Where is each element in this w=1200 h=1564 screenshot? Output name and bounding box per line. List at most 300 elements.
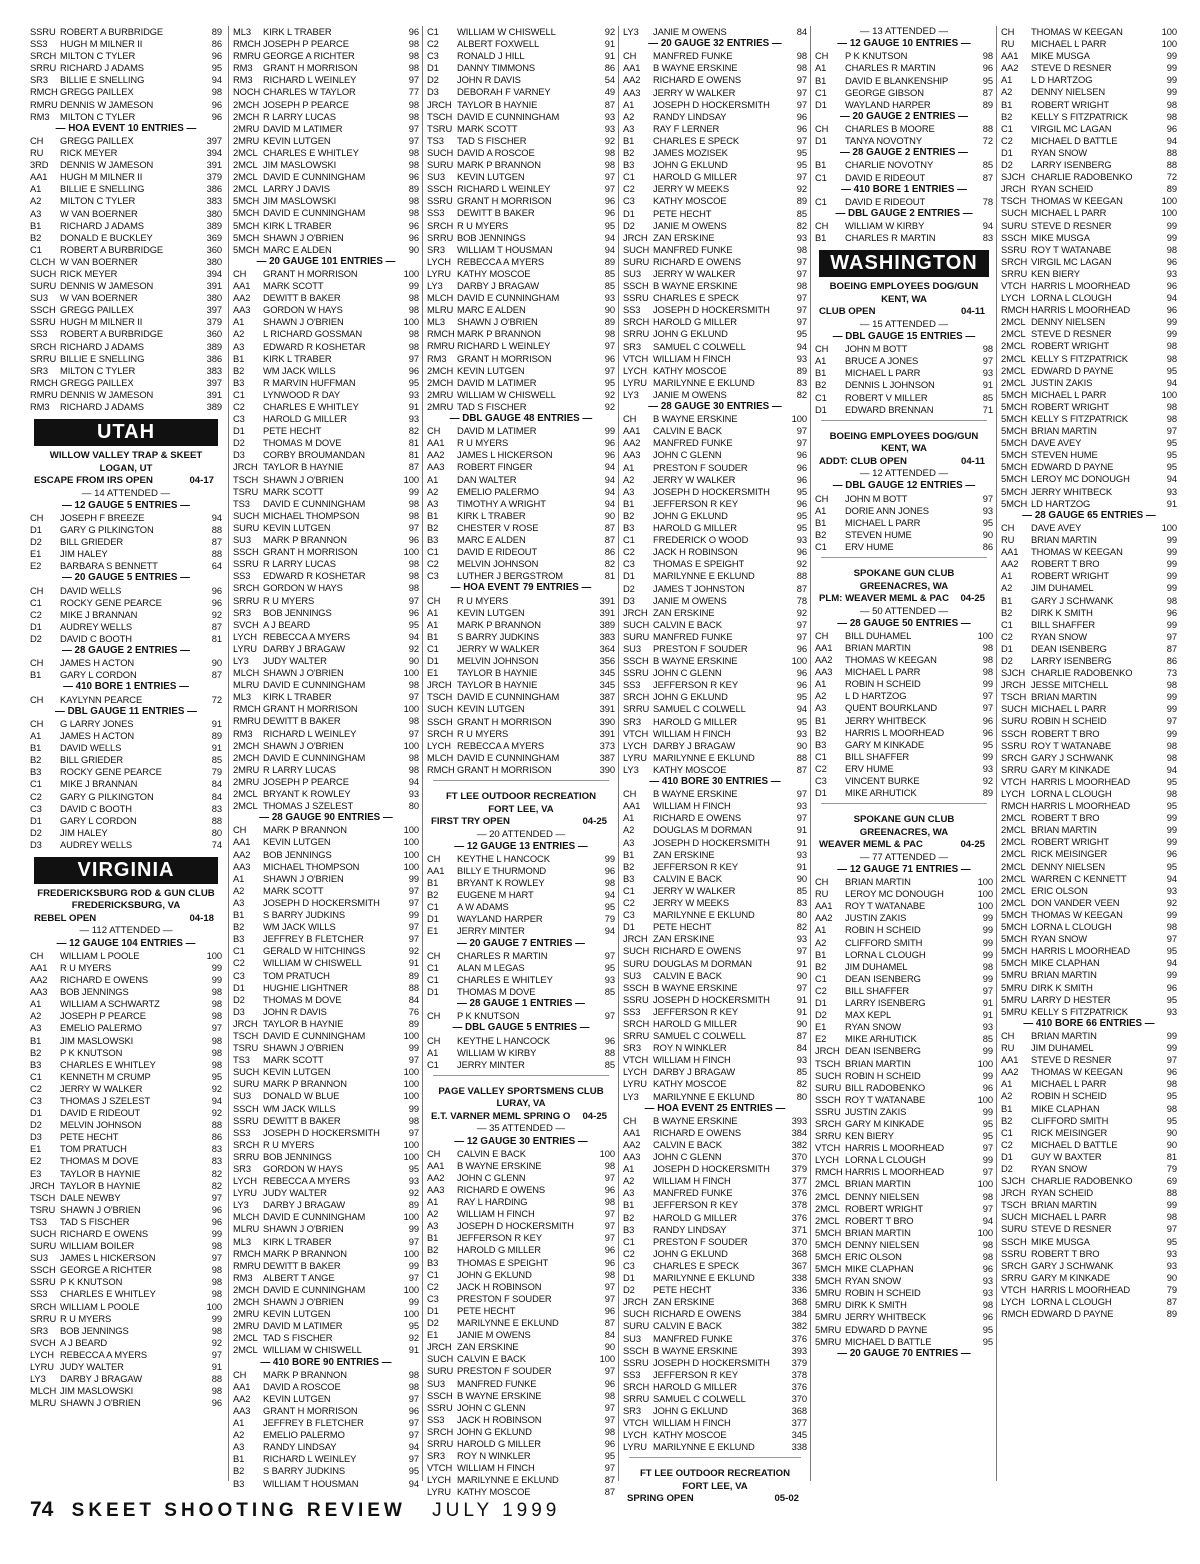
shooter-name: LARRY J DAVIS bbox=[263, 183, 330, 195]
score: 87 bbox=[604, 1317, 615, 1329]
class-code: ML3 bbox=[233, 26, 251, 37]
attendance: — 77 ATTENDED — bbox=[859, 851, 949, 863]
class-code: B3 bbox=[623, 872, 635, 884]
shooter-name: P K KNUTSON bbox=[60, 1276, 123, 1288]
class-code: D1 bbox=[815, 98, 827, 110]
class-code: 2MRU bbox=[233, 775, 260, 787]
class-code: B1 bbox=[427, 509, 439, 521]
result-row bbox=[1001, 1236, 1177, 1248]
score: 93 bbox=[796, 352, 807, 364]
score: 95 bbox=[1166, 1090, 1177, 1102]
result-row bbox=[815, 787, 993, 799]
class-code: 5MCH bbox=[1001, 413, 1028, 424]
shooter-name: CALVIN E BACK bbox=[653, 872, 722, 884]
class-code: D1 bbox=[30, 1107, 42, 1119]
result-row bbox=[427, 401, 615, 413]
shooter-name: DENNY NIELSEN bbox=[1031, 860, 1106, 872]
class-code: 5MCH bbox=[1001, 921, 1028, 933]
class-code: SRRU bbox=[233, 594, 260, 606]
result-row bbox=[623, 1320, 807, 1332]
class-code: CH bbox=[30, 657, 44, 669]
shooter-name: MANFRED FUNKE bbox=[457, 1377, 537, 1389]
shooter-name: KIRK L TRABER bbox=[263, 352, 332, 364]
score: 91 bbox=[604, 38, 615, 50]
score: 97 bbox=[211, 1191, 222, 1203]
shooter-name: JOHN R DAVIS bbox=[457, 74, 521, 86]
class-code: SRRU bbox=[623, 1030, 650, 1042]
score: 95 bbox=[796, 328, 807, 340]
score: 368 bbox=[791, 1247, 807, 1259]
shooter-name: ZAN ERSKINE bbox=[653, 606, 715, 618]
shooter-name: KEVIN LUTGEN bbox=[263, 836, 331, 848]
result-row bbox=[30, 1204, 222, 1216]
event-header: — 20 GAUGE 7 ENTRIES — bbox=[457, 937, 585, 949]
shooter-name: LEROY MC DONOUGH bbox=[845, 888, 944, 900]
shooter-name: HAROLD G MILLER bbox=[653, 1211, 737, 1223]
score: 88 bbox=[211, 1119, 222, 1131]
class-code: A1 bbox=[30, 730, 42, 742]
class-code: RM3 bbox=[427, 352, 447, 364]
class-code: AA2 bbox=[1001, 62, 1019, 74]
result-row bbox=[30, 597, 222, 609]
result-row bbox=[233, 728, 419, 740]
class-code: B2 bbox=[427, 521, 439, 533]
result-row bbox=[1001, 873, 1177, 885]
result-row bbox=[1001, 1187, 1177, 1199]
score: 97 bbox=[408, 933, 419, 945]
result-row bbox=[815, 1058, 993, 1070]
class-code: 5MCH bbox=[1001, 957, 1028, 969]
class-code: C2 bbox=[233, 401, 245, 412]
score: 100 bbox=[1161, 388, 1177, 400]
shooter-name: MICHAEL D BATTLE bbox=[1031, 1138, 1118, 1150]
result-row bbox=[1001, 897, 1177, 909]
class-code: C1 bbox=[233, 388, 245, 400]
shooter-name: SHAWN J O'BRIEN bbox=[263, 1223, 344, 1235]
score: 387 bbox=[599, 691, 615, 703]
event-header: — DBL GAUGE 15 ENTRIES — bbox=[832, 330, 976, 342]
shooter-name: GREGG PAILLEX bbox=[60, 376, 134, 388]
result-row bbox=[1001, 715, 1177, 727]
result-row bbox=[1001, 99, 1177, 111]
score: 98 bbox=[1166, 400, 1177, 412]
class-code: SJCH bbox=[1001, 171, 1026, 183]
result-row bbox=[427, 123, 615, 135]
result-row bbox=[233, 570, 419, 582]
shooter-name: B WAYNE ERSKINE bbox=[653, 655, 738, 667]
score: 383 bbox=[206, 195, 222, 207]
score: 96 bbox=[604, 1034, 615, 1046]
score: 87 bbox=[604, 98, 615, 110]
result-row bbox=[1001, 171, 1177, 183]
class-code: CH bbox=[427, 949, 441, 961]
result-row bbox=[427, 1341, 615, 1353]
score: 97 bbox=[408, 1126, 419, 1138]
class-code: C2 bbox=[623, 1247, 635, 1259]
score: 94 bbox=[604, 473, 615, 485]
class-code: JRCH bbox=[623, 231, 648, 243]
shooter-name: DAVID E CUNNINGHAM bbox=[263, 207, 366, 219]
score: 100 bbox=[403, 1138, 419, 1150]
shooter-name: THOMAS M DOVE bbox=[263, 993, 342, 1005]
shooter-name: B WAYNE ERSKINE bbox=[653, 981, 738, 993]
shooter-name: WILLIAM W CHISWELL bbox=[263, 1344, 362, 1356]
result-row bbox=[427, 244, 615, 256]
result-row bbox=[427, 962, 615, 974]
class-code: 5MCH bbox=[233, 243, 260, 255]
result-row bbox=[623, 994, 807, 1006]
class-code: A2 bbox=[623, 473, 635, 485]
shooter-name: WILLIAM T HOUSMAN bbox=[263, 1477, 359, 1489]
class-code: SURU bbox=[233, 1078, 260, 1090]
shooter-name: ZAN ERSKINE bbox=[653, 848, 715, 860]
shooter-name: RYAN SNOW bbox=[1031, 146, 1088, 158]
result-row bbox=[1001, 643, 1177, 655]
score: 82 bbox=[211, 1167, 222, 1179]
class-code: D1 bbox=[427, 986, 439, 997]
class-code: E2 bbox=[30, 1155, 42, 1167]
score: 86 bbox=[604, 546, 615, 558]
score: 95 bbox=[1166, 945, 1177, 957]
result-row bbox=[233, 292, 419, 304]
class-code: A1 bbox=[427, 1196, 439, 1208]
shooter-name: DAVID A ROSCOE bbox=[263, 1380, 341, 1392]
event-header: — HOA EVENT 25 ENTRIES — bbox=[644, 1102, 786, 1114]
result-row bbox=[815, 1033, 993, 1045]
class-code: 5MCH bbox=[815, 1251, 842, 1262]
shooter-name: KELLY S FITZPATRICK bbox=[1031, 110, 1128, 122]
shooter-name: DAVID E CUNNINGHAM bbox=[263, 751, 366, 763]
result-row bbox=[623, 1381, 807, 1393]
score: 397 bbox=[206, 376, 222, 388]
result-row bbox=[427, 510, 615, 522]
score: 88 bbox=[982, 123, 993, 135]
shooter-name: JEFFERSON R KEY bbox=[653, 1005, 738, 1017]
shooter-name: KEVIN LUTGEN bbox=[263, 134, 331, 146]
result-row bbox=[30, 766, 222, 778]
score: 94 bbox=[211, 511, 222, 523]
shooter-name: SHAWN J O'BRIEN bbox=[263, 739, 344, 751]
result-row bbox=[233, 1248, 419, 1260]
result-row bbox=[1001, 764, 1177, 776]
shooter-name: KATHY MOSCOE bbox=[457, 1486, 531, 1498]
class-code: SSRU bbox=[1001, 1247, 1027, 1259]
class-code: SSRU bbox=[1001, 739, 1027, 751]
class-code: SUCH bbox=[815, 1069, 842, 1081]
result-row bbox=[233, 486, 419, 498]
shoot-title bbox=[30, 913, 222, 926]
score: 95 bbox=[604, 901, 615, 913]
state-banner: WASHINGTON bbox=[819, 250, 989, 277]
class-code: SSRU bbox=[623, 993, 649, 1005]
shooter-name: HARRIS L MOORHEAD bbox=[1031, 800, 1131, 812]
shooter-name: GRANT H MORRISON bbox=[457, 352, 552, 364]
score: 92 bbox=[982, 775, 993, 787]
class-code: C3 bbox=[233, 969, 245, 981]
result-row bbox=[815, 654, 993, 666]
shooter-name: RICHARD J ADAMS bbox=[60, 401, 144, 412]
shooter-name: KATHY MOSCOE bbox=[653, 763, 727, 775]
score: 96 bbox=[211, 1203, 222, 1215]
shoot-name: ESCAPE FROM IRS OPEN bbox=[34, 475, 153, 487]
class-code: TSRU bbox=[427, 122, 453, 134]
result-row bbox=[30, 1216, 222, 1228]
shooter-name: B WAYNE ERSKINE bbox=[653, 788, 738, 800]
shooter-name: R U MYERS bbox=[60, 961, 112, 973]
class-code: TSCH bbox=[30, 1191, 56, 1203]
score: 89 bbox=[982, 787, 993, 799]
shooter-name: S BARRY JUDKINS bbox=[263, 909, 346, 921]
class-code: SU3 bbox=[623, 969, 641, 981]
score: 94 bbox=[604, 243, 615, 255]
score: 96 bbox=[1166, 848, 1177, 860]
result-row bbox=[427, 1317, 615, 1329]
shooter-name: REBECCA A MYERS bbox=[457, 255, 545, 267]
shooter-name: TIMOTHY A WRIGHT bbox=[457, 497, 546, 509]
shooter-name: JERRY W WALKER bbox=[653, 267, 736, 279]
class-code: LY3 bbox=[427, 279, 443, 291]
result-row bbox=[233, 679, 419, 691]
result-row bbox=[1001, 111, 1177, 123]
shooter-name: JIM HALEY bbox=[60, 826, 108, 838]
shooter-name: BILLIE E SNELLING bbox=[60, 352, 145, 364]
score: 97 bbox=[604, 1208, 615, 1220]
result-row bbox=[233, 849, 419, 861]
score: 100 bbox=[977, 1093, 993, 1105]
result-row bbox=[233, 50, 419, 62]
score: 376 bbox=[791, 1380, 807, 1392]
class-code: 2MCL bbox=[815, 1178, 840, 1190]
class-code: MLCH bbox=[233, 667, 260, 679]
score: 393 bbox=[791, 1114, 807, 1126]
class-code: C2 bbox=[233, 957, 245, 969]
event-header: — 28 GAUGE 2 ENTRIES — bbox=[840, 147, 968, 159]
class-code: B3 bbox=[623, 522, 635, 534]
shooter-name: PETE HECHT bbox=[60, 1131, 119, 1143]
shooter-name: JEFFREY B FLETCHER bbox=[263, 1417, 364, 1429]
score: 87 bbox=[1166, 1296, 1177, 1308]
score: 91 bbox=[211, 742, 222, 754]
result-row bbox=[623, 449, 807, 461]
class-code: JRCH bbox=[1001, 679, 1026, 691]
shooter-name: DOUGLAS M DORMAN bbox=[653, 957, 752, 969]
shooter-name: ROY T WATANABE bbox=[1031, 739, 1112, 751]
class-code: 5MCH bbox=[1001, 388, 1028, 400]
shooter-name: DEAN ISENBERG bbox=[1031, 642, 1107, 654]
class-code: D2 bbox=[623, 1284, 635, 1296]
result-row bbox=[30, 1035, 222, 1047]
shooter-name: GORDON W HAYS bbox=[263, 304, 343, 316]
result-row bbox=[30, 998, 222, 1010]
result-row bbox=[427, 950, 615, 962]
class-code: E1 bbox=[30, 548, 42, 560]
result-row bbox=[233, 1090, 419, 1102]
shooter-name: EMELIO PALERMO bbox=[457, 485, 539, 497]
class-code: A2 bbox=[623, 110, 635, 122]
shooter-name: ROBERT WRIGHT bbox=[1031, 340, 1110, 352]
result-row bbox=[30, 1119, 222, 1131]
class-code: SRCH bbox=[623, 691, 650, 703]
class-code: SSRU bbox=[623, 667, 649, 679]
result-row bbox=[623, 1284, 807, 1296]
class-code: TS3 bbox=[30, 1215, 47, 1227]
result-row bbox=[1001, 1163, 1177, 1175]
score: 338 bbox=[791, 1441, 807, 1453]
score: 95 bbox=[1166, 993, 1177, 1005]
score: 97 bbox=[1166, 630, 1177, 642]
score: 98 bbox=[982, 1190, 993, 1202]
shooter-name: JOSEPH D HOCKERSMITH bbox=[653, 1356, 770, 1368]
result-row bbox=[815, 973, 993, 985]
shooter-name: JOHN G EKLUND bbox=[653, 1247, 728, 1259]
score: 87 bbox=[211, 536, 222, 548]
shooter-name: RICHARD J ADAMS bbox=[60, 62, 144, 74]
class-code: SU3 bbox=[623, 267, 641, 279]
shooter-name: JOSEPH D HOCKERSMITH bbox=[263, 896, 380, 908]
score: 98 bbox=[211, 1034, 222, 1046]
score: 98 bbox=[1166, 1102, 1177, 1114]
shooter-name: BRIAN MARTIN bbox=[845, 642, 911, 653]
result-row bbox=[1001, 1151, 1177, 1163]
shooter-name: ROBIN H SCHEID bbox=[1031, 1090, 1107, 1102]
score: 90 bbox=[796, 872, 807, 884]
result-row bbox=[30, 1083, 222, 1095]
class-code: SR3 bbox=[30, 74, 48, 86]
shoot-date: 04-18 bbox=[189, 912, 214, 924]
class-code: A1 bbox=[815, 355, 827, 367]
score: 96 bbox=[982, 1263, 993, 1275]
score: 98 bbox=[408, 38, 419, 50]
score: 98 bbox=[1166, 739, 1177, 751]
magazine-title: SKEET SHOOTING REVIEW bbox=[71, 1500, 406, 1521]
shooter-name: JIM DUHAMEL bbox=[845, 960, 908, 972]
shooter-name: CHARLES E SPECK bbox=[653, 1259, 740, 1271]
score: 98 bbox=[982, 1238, 993, 1250]
class-code: C1 bbox=[815, 86, 827, 98]
result-row bbox=[1001, 1115, 1177, 1127]
class-code: SSCH bbox=[233, 1102, 259, 1114]
result-row bbox=[30, 791, 222, 803]
class-code: TSCH bbox=[233, 1029, 259, 1041]
result-row bbox=[233, 897, 419, 909]
shooter-name: HAROLD G MILLER bbox=[263, 413, 347, 425]
shooter-name: JANIE M OWENS bbox=[653, 388, 727, 400]
class-code: B3 bbox=[623, 1223, 635, 1235]
class-code: C1 bbox=[427, 901, 439, 913]
score: 94 bbox=[408, 630, 419, 642]
class-code: SRRU bbox=[30, 352, 57, 364]
result-row bbox=[815, 404, 993, 416]
shooter-name: DAVE AVEY bbox=[1031, 521, 1082, 533]
result-row bbox=[233, 280, 419, 292]
result-row bbox=[427, 679, 615, 691]
result-row bbox=[623, 147, 807, 159]
result-row bbox=[233, 691, 419, 703]
shooter-name: RANDY LINDSAY bbox=[653, 110, 727, 122]
shooter-name: MELVIN JOHNSON bbox=[457, 558, 539, 570]
score: 96 bbox=[796, 546, 807, 558]
score: 97 bbox=[408, 1417, 419, 1429]
shooter-name: THOMAS W KEEGAN bbox=[1031, 26, 1123, 37]
class-code: AA3 bbox=[30, 986, 48, 998]
shooter-name: MARC E ALDEN bbox=[263, 243, 332, 255]
class-code: RMCH bbox=[233, 703, 261, 715]
result-row bbox=[30, 1095, 222, 1107]
shooter-name: JEFFERSON R KEY bbox=[653, 1368, 738, 1380]
score: 94 bbox=[1166, 763, 1177, 775]
result-row bbox=[233, 643, 419, 655]
result-row bbox=[427, 256, 615, 268]
class-code: B2 bbox=[815, 379, 827, 391]
shooter-name: ROBERT T BRO bbox=[1031, 727, 1100, 739]
class-code: A2 bbox=[233, 884, 245, 896]
result-row bbox=[623, 1212, 807, 1224]
class-code: A3 bbox=[233, 1441, 245, 1453]
score: 98 bbox=[1166, 340, 1177, 352]
class-code: RMRU bbox=[233, 1259, 261, 1271]
score: 87 bbox=[211, 669, 222, 681]
club-location: LOGAN, UT bbox=[99, 462, 153, 474]
result-row bbox=[1001, 425, 1177, 437]
result-row bbox=[233, 715, 419, 727]
class-code: SS3 bbox=[623, 304, 641, 316]
score: 360 bbox=[206, 243, 222, 255]
shooter-name: JEFFERSON R KEY bbox=[653, 860, 738, 872]
class-code: SUCH bbox=[1001, 703, 1028, 715]
shooter-name: ROY T WATANABE bbox=[845, 900, 926, 912]
score: 93 bbox=[408, 388, 419, 400]
shooter-name: ROBERT T BRO bbox=[1031, 558, 1100, 570]
class-code: C3 bbox=[30, 1094, 42, 1106]
score: 91 bbox=[796, 824, 807, 836]
class-code: AA1 bbox=[427, 1159, 445, 1171]
score: 95 bbox=[604, 961, 615, 973]
shooter-name: KELLY S FITZPATRICK bbox=[1031, 1005, 1128, 1017]
result-row bbox=[815, 1130, 993, 1142]
result-row bbox=[233, 183, 419, 195]
class-code: MLRU bbox=[233, 679, 260, 691]
score: 99 bbox=[408, 1296, 419, 1308]
shooter-name: ROBERT T BRO bbox=[845, 1214, 914, 1226]
score: 85 bbox=[982, 1033, 993, 1045]
class-code: CH bbox=[30, 134, 44, 146]
class-code: SR3 bbox=[623, 1042, 641, 1054]
shooter-name: ROBERT A BURBRIDGE bbox=[60, 243, 164, 255]
shooter-name: GARY M KINKADE bbox=[1031, 1271, 1111, 1283]
score: 98 bbox=[408, 98, 419, 110]
class-code: SRRU bbox=[233, 1150, 260, 1162]
result-row bbox=[815, 50, 993, 62]
score: 80 bbox=[211, 826, 222, 838]
score: 97 bbox=[604, 1365, 615, 1377]
score: 97 bbox=[604, 1292, 615, 1304]
shooter-name: STEVEN HUME bbox=[845, 528, 912, 540]
result-row bbox=[427, 546, 615, 558]
shooter-name: DAVID A ROSCOE bbox=[457, 146, 535, 158]
shooter-name: RICHARD L WEINLEY bbox=[457, 183, 551, 195]
class-code: C1 bbox=[623, 1235, 635, 1247]
score: 91 bbox=[604, 50, 615, 62]
score: 98 bbox=[408, 558, 419, 570]
event-header: — 12 GAUGE 10 ENTRIES — bbox=[837, 38, 971, 50]
score: 97 bbox=[982, 492, 993, 504]
class-code: C1 bbox=[815, 171, 827, 183]
score: 97 bbox=[796, 304, 807, 316]
result-row bbox=[233, 788, 419, 800]
shooter-name: DON VANDER VEEN bbox=[1031, 896, 1120, 908]
class-code: E2 bbox=[30, 560, 42, 572]
class-code: 2MCL bbox=[233, 146, 258, 158]
